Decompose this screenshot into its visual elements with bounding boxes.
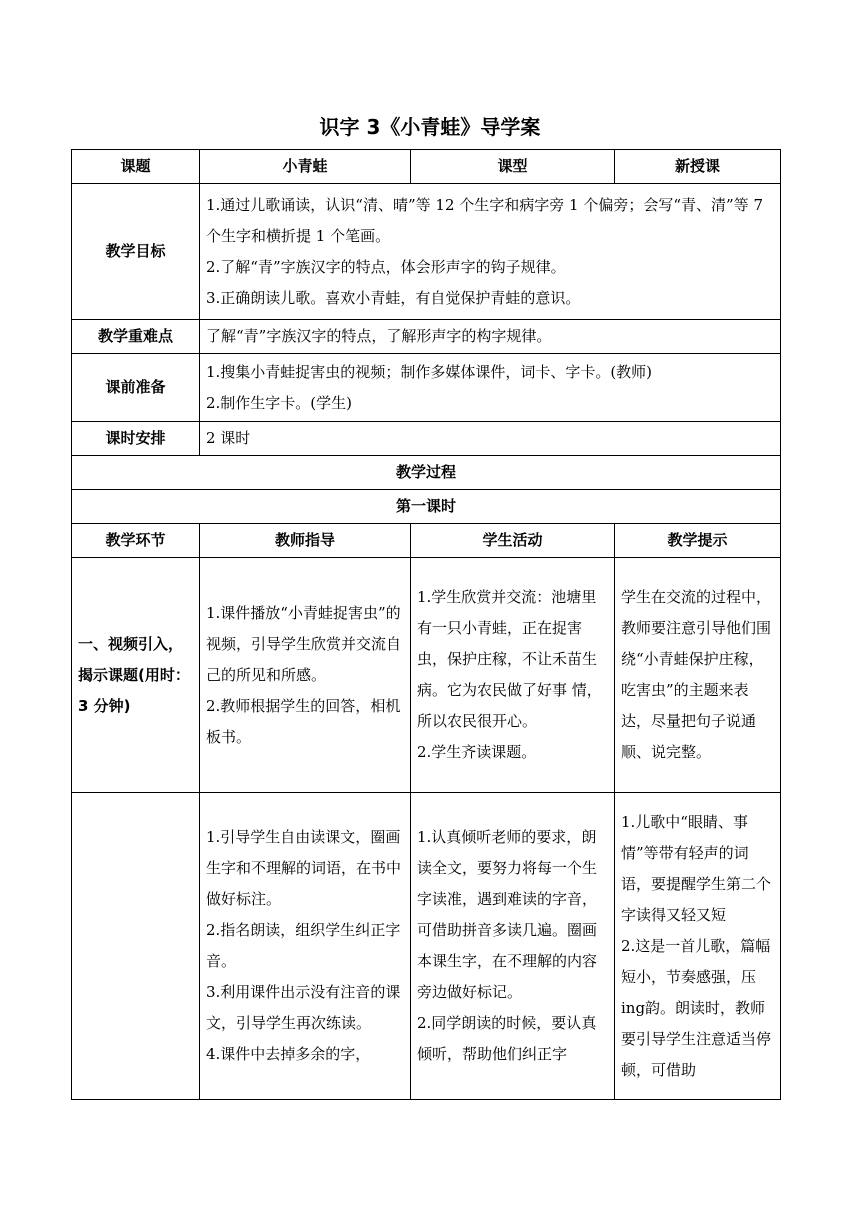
teacher-item: 4.课件中去掉多余的字， <box>206 1045 371 1063</box>
column-header: 学生活动 <box>411 524 615 558</box>
stage-row <box>72 793 781 1100</box>
teaching-tips <box>615 793 781 1100</box>
tip-item: 1.儿歌中“眼睛、事情”等带有轻声的词语，要提醒学生第二个字读得又轻又短 <box>621 812 772 924</box>
stage-row <box>72 558 781 793</box>
lesson-title-row <box>72 490 781 524</box>
student-item: 2.同学朗读的时候，要认真倾听，帮助他们纠正字 <box>417 1014 597 1063</box>
teacher-item: 1.课件播放“小青蛙捉害虫”的视频，引导学生欣赏并交流自己的所见和所感。 <box>206 603 402 684</box>
column-header: 教师指导 <box>200 524 411 558</box>
student-activity <box>411 793 615 1100</box>
tip-item: 2.这是一首儿歌，篇幅短小，节奏感强，压 ing韵。朗读时，教师要引导学生注意适当停顿，可借助 <box>621 936 772 1079</box>
topic-label: 课题 <box>72 150 200 184</box>
tip-item: 学生在交流的过程中，教师要注意引导他们围绕“小青蛙保护庄稼，吃害虫”的主题来表达，尽量把句子说通顺、说完整。 <box>621 588 772 761</box>
column-header: 教学环节 <box>72 524 200 558</box>
lesson-plan-table <box>71 149 781 1100</box>
teaching-tips <box>615 558 781 793</box>
teacher-item: 1.引导学生自由读课文，圈画生字和不理解的词语，在书中做好标注。 <box>206 828 402 908</box>
column-header-row <box>72 524 781 558</box>
goal-item: 1.通过儿歌诵读，认识“清、晴”等 12 个生字和病字旁 1 个偏旁；会写“青、清”等 7 个生字和横折提 1 个笔画。 <box>206 195 764 245</box>
goals-row <box>72 184 781 320</box>
teacher-guidance <box>200 558 411 793</box>
type-value: 新授课 <box>615 150 781 184</box>
student-item: 1.认真倾听老师的要求，朗读全文，要努力将每一个生字读准，遇到难读的字音，可借助拼音多读几遍。圈画本课生字，在不理解的内容旁边做好标记。 <box>417 828 598 1001</box>
teacher-guidance <box>200 793 411 1100</box>
preparation-item: 1.搜集小青蛙捉害虫的视频；制作多媒体课件，词卡、字卡。(教师) <box>206 362 653 381</box>
student-item: 2.学生齐读课题。 <box>417 743 537 761</box>
key-points-value: 了解“青”字族汉字的特点，了解形声字的构字规律。 <box>200 320 781 354</box>
goal-item: 2.了解“青”字族汉字的特点，体会形声字的钩子规律。 <box>206 257 566 276</box>
schedule-label: 课时安排 <box>72 422 200 456</box>
lesson-title: 第一课时 <box>72 490 781 524</box>
stage-name <box>72 793 200 1100</box>
preparation-item: 2.制作生字卡。(学生) <box>206 393 353 412</box>
schedule-row <box>72 422 781 456</box>
teacher-item: 2.指名朗读，组织学生纠正字音。 <box>206 921 401 970</box>
key-points-label: 教学重难点 <box>72 320 200 354</box>
document-title: 识字 3《小青蛙》导学案 <box>319 115 541 139</box>
schedule-value: 2 课时 <box>200 422 781 456</box>
preparation-row <box>72 354 781 422</box>
column-header: 教学提示 <box>615 524 781 558</box>
type-label: 课型 <box>411 150 615 184</box>
topic-value: 小青蛙 <box>200 150 411 184</box>
stage-name: 一、视频引入，揭示课题(用时：3 分钟) <box>72 558 200 793</box>
process-title: 教学过程 <box>72 456 781 490</box>
goal-item: 3.正确朗读儿歌。喜欢小青蛙，有自觉保护青蛙的意识。 <box>206 288 581 307</box>
teacher-item: 3.利用课件出示没有注音的课文，引导学生再次练读。 <box>206 983 401 1032</box>
preparation-label: 课前准备 <box>72 354 200 422</box>
header-row <box>72 150 781 184</box>
student-activity <box>411 558 615 793</box>
goals-content <box>200 184 781 320</box>
teacher-item: 2.教师根据学生的回答，相机板书。 <box>206 696 401 746</box>
process-title-row <box>72 456 781 490</box>
goals-label: 教学目标 <box>72 184 200 320</box>
key-points-row <box>72 320 781 354</box>
preparation-content <box>200 354 781 422</box>
student-item: 1.学生欣赏并交流：池塘里有一只小青蛙，正在捉害虫，保护庄稼，不让禾苗生病。它为农民做了好事 情，所以农民很开心。 <box>417 588 602 730</box>
